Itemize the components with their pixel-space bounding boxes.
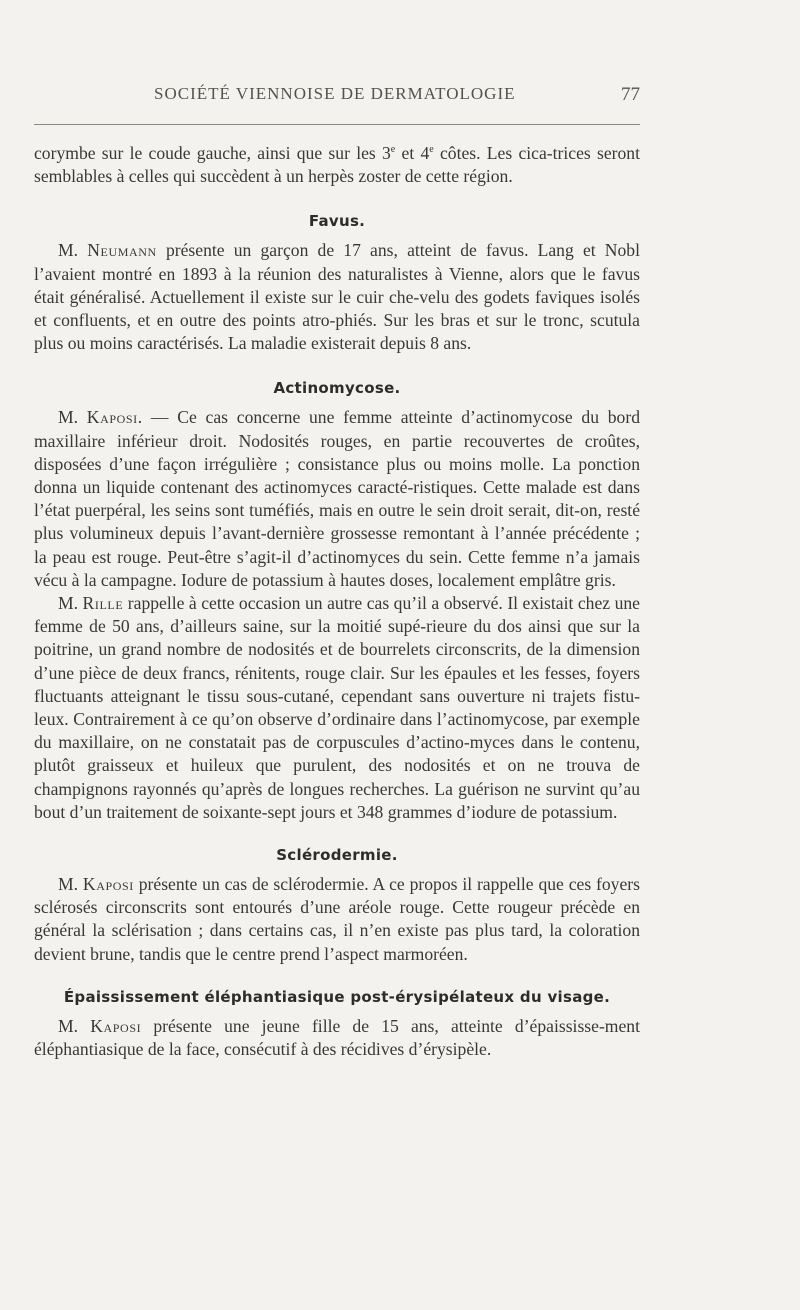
section-heading-actinomycose: Actinomycose.: [273, 379, 401, 398]
header-rule: [34, 124, 640, 125]
author-name: Kaposi: [82, 874, 134, 895]
intro-text-a: corymbe sur le coude gauche, ainsi que sur les 3: [34, 143, 391, 163]
actinomycose-text-2: rappelle à cette occasion un autre cas qu’il a observé. Il existait chez une femme de 50 ans, d’ailleurs saine, sur la moitié supé-rieure du dos ainsi que sur la poitrine, un grand nombre de nodosités et de bourrelets circonscrits, de la dimension d’une pièce de deux francs, rénitents, rouge clair. Sur les épaules et les fesses, foyers fluctuants atteignant le tissu sous-cutané, cependant sans ouverture ni trajets fistu-leux. Contrairement à ce qu’on observe d’ordinaire dans l’actinomycose, par exemple du maxillaire, on ne constatait pas de corpuscules d’actino-myces dans le contenu, plutôt graisseux et huileux que purulent, des nodosités et on ne trouva de champignons rayonnés qu’après de longues recherches. La guérison ne survint qu’au bout d’un traitement de soixante-sept jours et 348 grammes d’iodure de potassium.: [34, 593, 640, 822]
intro-paragraph: [34, 142, 640, 188]
section-heading-sclerodermie: Sclérodermie.: [276, 846, 398, 865]
title-prefix: M.: [58, 240, 88, 261]
author-name: Kaposi: [90, 1015, 142, 1036]
author-name: Rille: [82, 593, 124, 614]
actinomycose-text-1: . — Ce cas concerne une femme atteinte d’actinomycose du bord maxillaire inférieur droit. Nodosités rouges, en partie recouvertes de croûtes, disposées d’une façon irrégulière ; consistance plus ou moins molle. La ponction donna un liquide contenant des actinomyces caracté-ristiques. Cette malade est dans l’état puerpéral, les seins sont tuméfiés, mais en outre le sein droit serait, dit-on, resté plus volumineux depuis l’avant-dernière grossesse remontant à l’année précédente ; la peau est rouge. Peut-être s’agit-il d’actinomyces du sein. Cette femme n’a jamais vécu à la campagne. Iodure de potassium à hautes doses, localement emplâtre gris.: [34, 407, 640, 590]
favus-paragraph: [34, 239, 640, 355]
sclerodermie-text: présente un cas de sclérodermie. A ce propos il rappelle que ces foyers sclérosés circonscrits sont entourés d’une aréole rouge. Cette rougeur précède en général la sclérisation ; dans certains cas, il n’en existe pas plus tard, la coloration devient brune, tandis que le centre prend l’aspect marmoréen.: [34, 874, 640, 964]
page-body: [34, 142, 640, 1061]
actinomycose-paragraph-1: [34, 406, 640, 592]
intro-text-c: côtes. Les cica-trices seront semblables à celles qui succèdent à un herpès zoster de cette région.: [34, 143, 640, 187]
page-number: 77: [621, 84, 640, 105]
section-heading-favus: Favus.: [308, 212, 366, 231]
title-prefix: M.: [58, 1015, 91, 1036]
author-name: Kaposi: [86, 407, 138, 428]
author-name: Neumann: [87, 240, 157, 261]
section-heading-epaississement: Épaississement éléphantiasique post-érysipélateux du visage.: [63, 987, 611, 1006]
epaississement-text: présente une jeune fille de 15 ans, atteinte d’épaississe-ment éléphantiasique de la face, consécutif à des récidives d’érysipèle.: [34, 1015, 640, 1060]
superscript-e: e: [429, 144, 434, 156]
title-prefix: M.: [58, 874, 83, 895]
intro-text-b: et 4: [395, 143, 430, 163]
title-prefix: M.: [58, 407, 87, 428]
title-prefix: M.: [58, 593, 83, 614]
sclerodermie-paragraph: [34, 873, 640, 966]
favus-text: présente un garçon de 17 ans, atteint de favus. Lang et Nobl l’avaient montré en 1893 à la réunion des naturalistes à Vienne, alors que le favus était généralisé. Actuellement il existe sur le cuir che-velu des godets faviques isolés et confluents, et en outre des points atro-phiés. Sur les bras et sur le tronc, scutula plus ou moins caractérisés. La maladie existerait depuis 8 ans.: [34, 240, 640, 354]
epaississement-paragraph: [34, 1015, 640, 1061]
superscript-e: e: [390, 144, 396, 156]
running-head: [34, 84, 640, 110]
actinomycose-paragraph-2: [34, 592, 640, 824]
running-title: SOCIÉTÉ VIENNOISE DE DERMATOLOGIE: [154, 84, 516, 103]
